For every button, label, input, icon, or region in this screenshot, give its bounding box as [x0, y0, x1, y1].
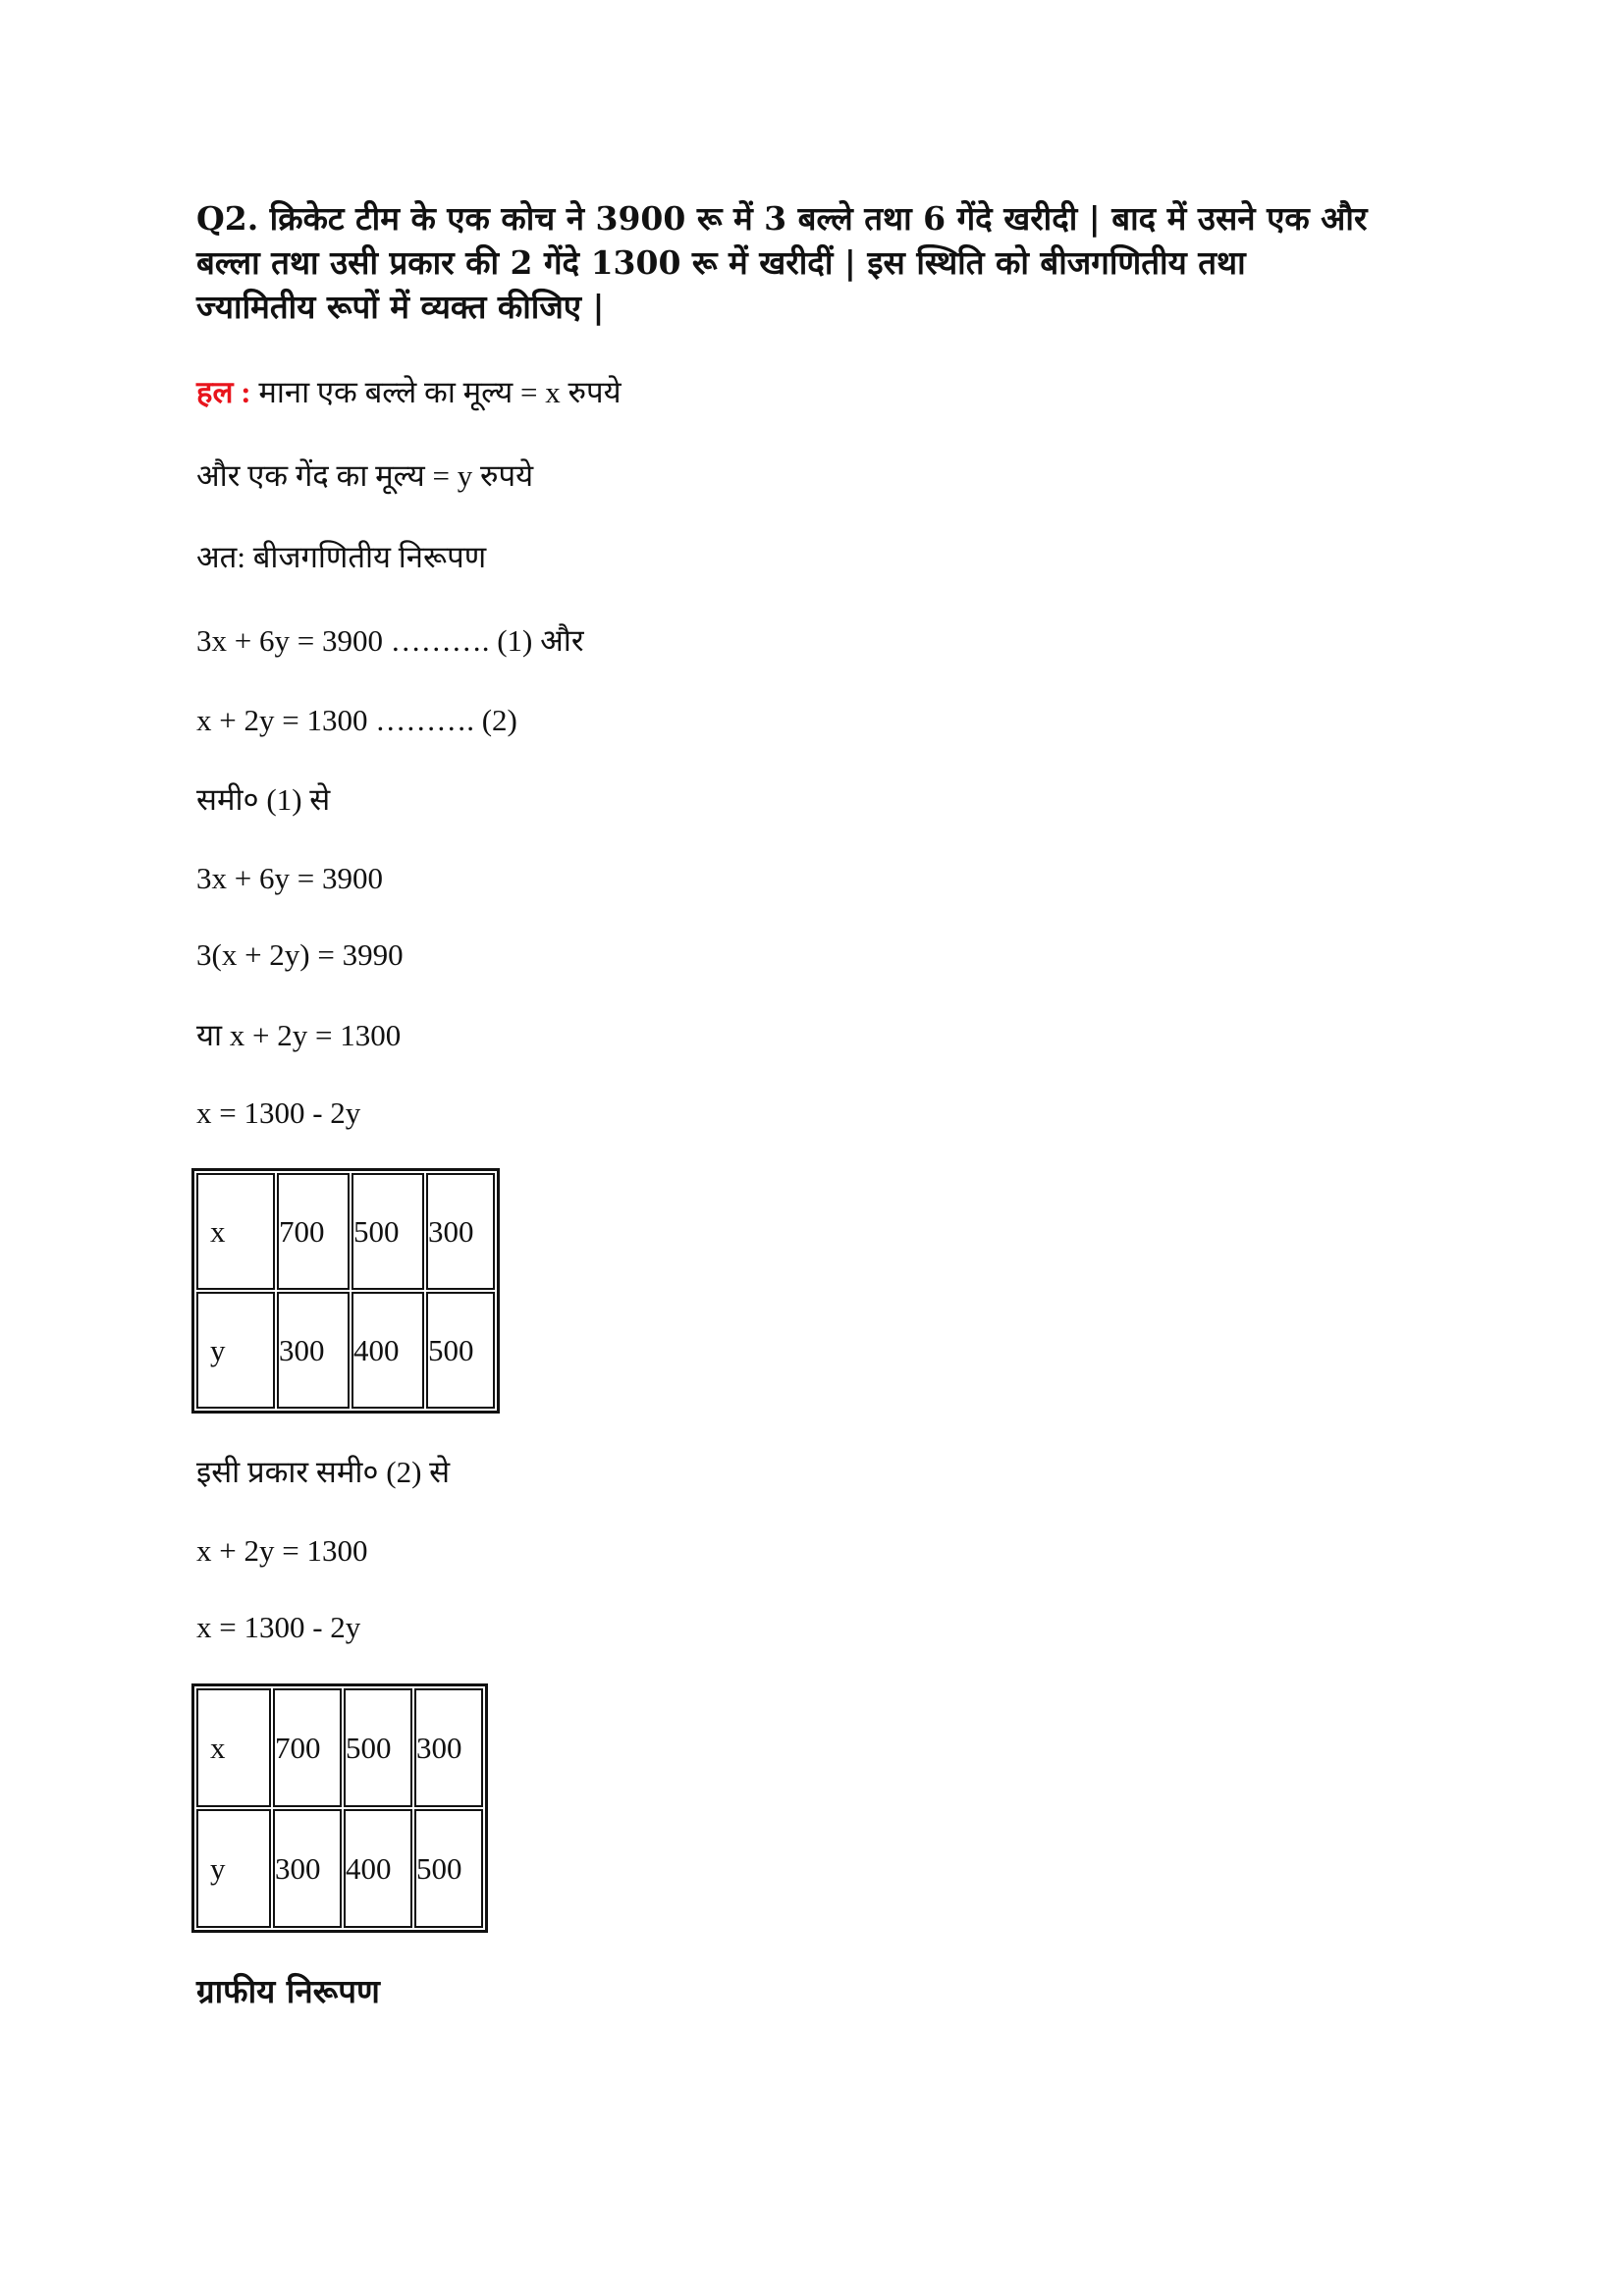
table-row	[196, 1292, 495, 1409]
table-cell: 300	[426, 1173, 495, 1290]
question-text	[196, 196, 1414, 329]
table-cell: x	[196, 1173, 275, 1290]
table-cell: 300	[273, 1809, 342, 1928]
table-cell: y	[196, 1292, 275, 1409]
solution-line: या x + 2y = 1300	[196, 1018, 402, 1052]
table-cell: y	[196, 1809, 271, 1928]
solution-line: इसी प्रकार समी० (2) से	[196, 1455, 451, 1489]
values-table-1	[191, 1168, 500, 1414]
graphical-representation-heading: ग्राफीय निरूपण	[196, 1972, 380, 2010]
equation-1: 3x + 6y = 3900 ………. (1) और	[196, 623, 584, 658]
equation-2: x + 2y = 1300 ………. (2)	[196, 703, 517, 737]
solution-intro	[196, 373, 622, 412]
table-cell: 500	[352, 1173, 424, 1290]
table-cell: 500	[414, 1809, 483, 1928]
table-row	[196, 1688, 483, 1807]
table-cell: 500	[344, 1688, 412, 1807]
table-cell: 500	[426, 1292, 495, 1409]
solution-line: x = 1300 - 2y	[196, 1610, 361, 1644]
table-cell: 300	[414, 1688, 483, 1807]
table-cell: 700	[273, 1688, 342, 1807]
solution-line: x = 1300 - 2y	[196, 1095, 361, 1130]
table-cell: x	[196, 1688, 271, 1807]
solution-assumption-x: माना एक बल्ले का मूल्य = x रुपये	[250, 375, 622, 409]
table-cell: 300	[277, 1292, 350, 1409]
solution-line: समी० (1) से	[196, 782, 331, 817]
question-line: ज्यामितीय रूपों में व्यक्त कीजिए |	[196, 288, 605, 326]
question-line: बल्ला तथा उसी प्रकार की 2 गेंदे 1300 रू में खरीदीं | इस स्थिति को बीजगणितीय तथा	[196, 243, 1246, 282]
table-row	[196, 1173, 495, 1290]
solution-line: 3x + 6y = 3900	[196, 861, 383, 895]
values-table-2	[191, 1683, 488, 1933]
solution-line: 3(x + 2y) = 3990	[196, 937, 404, 972]
solution-line: और एक गेंद का मूल्य = y रुपये	[196, 458, 534, 493]
table-cell: 400	[344, 1809, 412, 1928]
question-line: Q2. क्रिकेट टीम के एक कोच ने 3900 रू में 3 बल्ले तथा 6 गेंदे खरीदी | बाद में उसने एक और	[196, 199, 1368, 238]
table-row	[196, 1809, 483, 1928]
table-cell: 700	[277, 1173, 350, 1290]
solution-line: x + 2y = 1300	[196, 1533, 368, 1568]
solution-label: हल :	[196, 375, 251, 409]
table-cell: 400	[352, 1292, 424, 1409]
solution-line: अत: बीजगणितीय निरूपण	[196, 540, 487, 574]
